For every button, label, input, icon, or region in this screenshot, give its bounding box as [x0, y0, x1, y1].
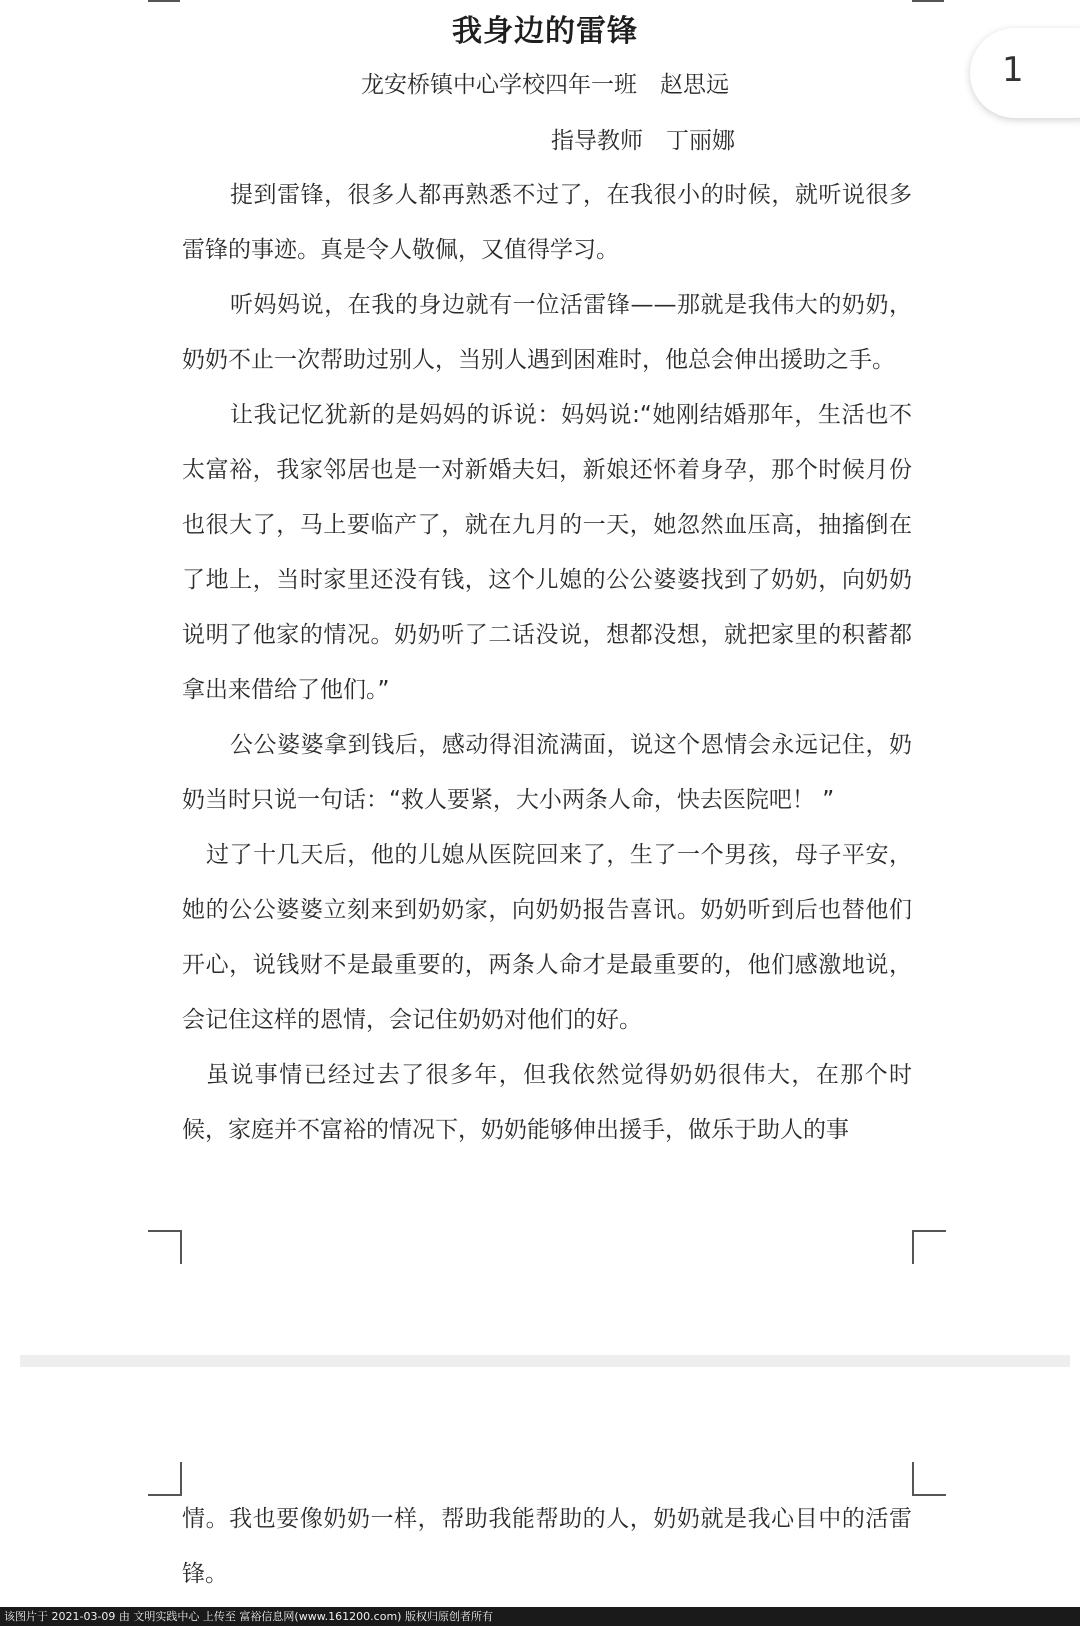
document-title: 我身边的雷锋 — [452, 14, 638, 49]
page-separator — [20, 1355, 1070, 1367]
teacher-line: 指导教师 丁丽娜 — [551, 128, 735, 154]
paragraph: 过了十几天后，他的儿媳从医院回来了，生了一个男孩，母子平安，她的公公婆婆立刻来到奶奶家，向奶奶报告喜讯。奶奶听到后也替他们开心，说钱财不是最重要的，两条人命才是最重要的，他们感激地说，会记住这样的恩情，会记住奶奶对他们的好。 — [182, 842, 912, 1033]
page-number: 1 — [1002, 50, 1024, 90]
document-body-page-2 — [182, 1492, 912, 1602]
crop-mark-top-left — [148, 1462, 182, 1496]
crop-mark-top-right — [912, 1462, 946, 1496]
crop-mark-bottom-left — [148, 1230, 182, 1264]
paragraph: 听妈妈说，在我的身边就有一位活雷锋——那就是我伟大的奶奶，奶奶不止一次帮助过别人，当别人遇到困难时，他总会伸出援助之手。 — [182, 292, 912, 373]
paragraph: 让我记忆犹新的是妈妈的诉说：妈妈说:“她刚结婚那年，生活也不太富裕，我家邻居也是一对新婚夫妇，新娘还怀着身孕，那个时候月份也很大了，马上要临产了，就在九月的一天，她忽然血压高，抽搐倒在了地上，当时家里还没有钱，这个儿媳的公公婆婆找到了奶奶，向奶奶说明了他家的情况。奶奶听了二话没说，想都没想，就把家里的积蓄都拿出来借给了他们。” — [182, 402, 912, 703]
document-body — [182, 168, 912, 1158]
paragraph: 公公婆婆拿到钱后，感动得泪流满面，说这个恩情会永远记住，奶奶当时只说一句话：“救人要紧，大小两条人命，快去医院吧！ ” — [182, 732, 912, 813]
paragraph: 情。我也要像奶奶一样，帮助我能帮助的人，奶奶就是我心目中的活雷锋。 — [182, 1506, 912, 1587]
paragraph: 虽说事情已经过去了很多年，但我依然觉得奶奶很伟大，在那个时候，家庭并不富裕的情况下，奶奶能够伸出援手，做乐于助人的事 — [182, 1062, 912, 1143]
crop-mark-top-right — [912, 0, 944, 2]
watermark-footer: 该图片于 2021-03-09 由 文明实践中心 上传至 富裕信息网(www.161200.com) 版权归原创者所有 — [0, 1607, 1080, 1626]
author-byline: 龙安桥镇中心学校四年一班 赵思远 — [361, 72, 729, 98]
paragraph: 提到雷锋，很多人都再熟悉不过了，在我很小的时候，就听说很多雷锋的事迹。真是令人敬佩，又值得学习。 — [182, 182, 912, 263]
crop-mark-top-left — [148, 0, 180, 2]
crop-mark-bottom-right — [912, 1230, 946, 1264]
